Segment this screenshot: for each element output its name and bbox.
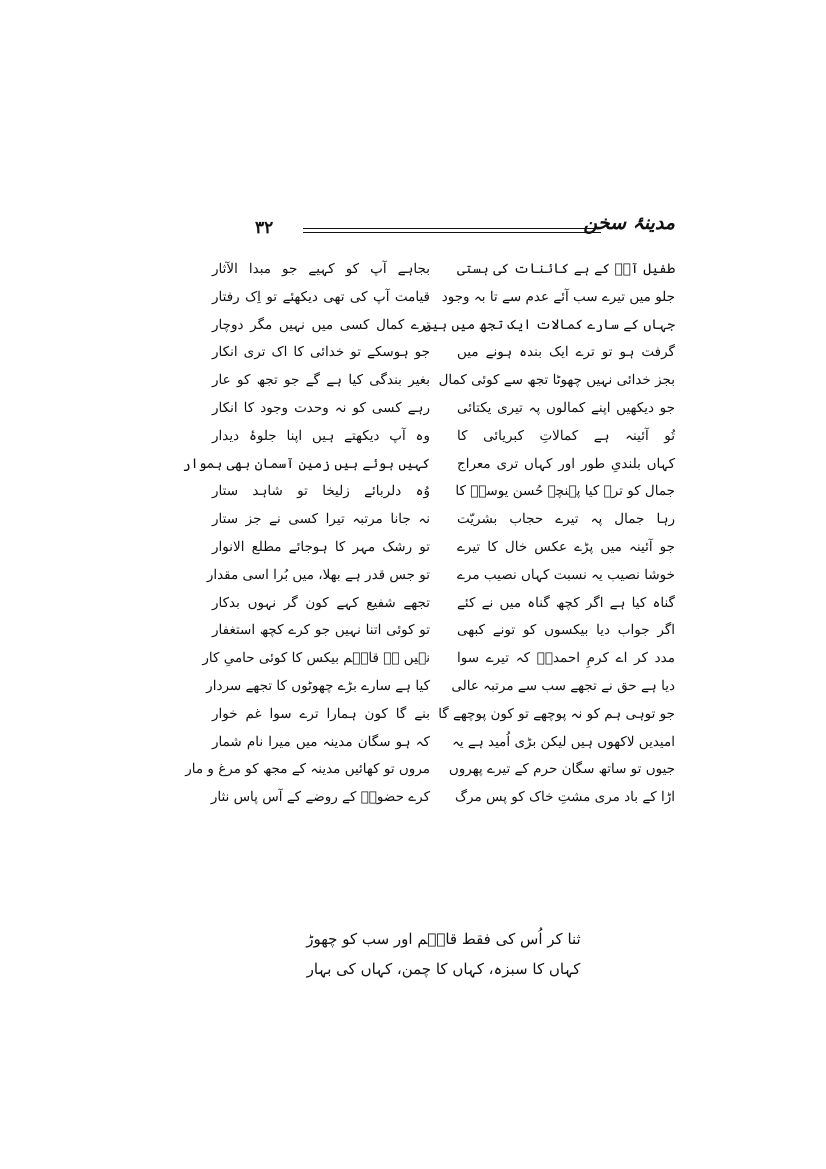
verse-line: وُہ دلربائے زلیخا تو شاہد ستار bbox=[212, 483, 430, 500]
page-number: ۳۲ bbox=[255, 218, 274, 238]
verse-line: کہاں بلندیِ طور اور کہاں تری معراج bbox=[457, 455, 675, 472]
verse-line: تُو آئینہ ہے کمالاتِ کبریائی کا bbox=[457, 427, 675, 444]
verse-line: بجاہے آپ کو کہیے جو مبدا الآثار bbox=[212, 261, 430, 277]
verse-line: رہے کسی کو نہ وحدت وجود کا انکار bbox=[212, 399, 430, 416]
verse-line: جو ہوسکے تو خدائی کا اک تری انکار bbox=[212, 344, 430, 361]
verse-line: کرے حضورؐ کے روضے کے آس پاس نثار bbox=[210, 789, 430, 806]
verse-line: جہاں کے سارے کمالات ایک تجھ میں ہیں bbox=[423, 316, 675, 333]
verse-line: خوشا نصیب یہ نسبت کہاں نصیب مرے bbox=[457, 566, 675, 583]
verse-line: نہ جانا مرتبہ تیرا کسی نے جز ستار bbox=[212, 511, 430, 528]
verse-line: دیا ہے حق نے تجھے سب سے مرتبہ عالی bbox=[451, 677, 675, 694]
page-header bbox=[255, 212, 675, 248]
running-title: مدینۂ سخن bbox=[583, 212, 675, 234]
closing-line: کہاں کا سبزہ، کہاں کا چمن، کہاں کی بہار bbox=[306, 960, 581, 978]
verse-line: رہا جمال پہ تیرے حجاب بشریّت bbox=[457, 511, 675, 528]
verse-line: مدد کر اے کرمِ احمدیؐ کہ تیرے سوا bbox=[457, 650, 675, 667]
header-double-rule bbox=[303, 228, 601, 236]
verse-line: کہ ہو سگان مدینہ میں میرا نام شمار bbox=[212, 733, 430, 750]
verse-line: نہیں ہے قاسؔم بیکس کا کوئی حامیِ کار bbox=[202, 650, 430, 667]
verse-line: جو آئینہ میں پڑے عکس خال کا تیرے bbox=[457, 538, 675, 555]
right-verse-column bbox=[423, 256, 675, 812]
verse-line: تو جس قدر ہے بھلا، میں بُرا اسی مقدار bbox=[206, 566, 430, 583]
closing-line: ثنا کر اُس کی فقط قاسؔم اور سب کو چھوڑ bbox=[306, 930, 581, 948]
verse-line: مروں تو کھائیں مدینہ کے مجھ کو مرغ و مار bbox=[185, 761, 430, 778]
verse-line: اڑا کے باد مری مشتِ خاک کو پس مرگ bbox=[454, 789, 675, 806]
verse-line: تجھے شفیع کہے کون گر نہوں بدکار bbox=[212, 594, 430, 611]
verse-line: وہ آپ دیکھتے ہیں اپنا جلوۂ دیدار bbox=[212, 427, 430, 444]
verse-line: بجز خدائی نہیں چھوٹا تجھ سے کوئی کمال bbox=[438, 372, 675, 389]
verse-line: ترے کمال کسی میں نہیں مگر دوچار bbox=[212, 316, 430, 333]
verse-line: اگر جواب دیا بیکسوں کو تونے کبھی bbox=[457, 622, 675, 639]
verse-line: جمال کو ترے کیا پہنچے حُسن یوسفؑ کا bbox=[455, 483, 675, 500]
verse-line: بنے گا کون ہمارا ترے سوا غم خوار bbox=[212, 705, 430, 722]
verse-line: تو رشک مہر کا ہوجائے مطلع الانوار bbox=[212, 538, 430, 555]
verse-line: کہیں ہوئے ہیں زمین آسمان بھی ہموار bbox=[182, 455, 430, 472]
verse-line: بغیر بندگی کیا ہے گے جو تجھ کو عار bbox=[212, 372, 430, 389]
verse-line: جیوں تو ساتھ سگان حرم کے تیرے پھروں bbox=[448, 761, 675, 778]
header-rule-top bbox=[303, 228, 601, 229]
verse-line: گرفت ہو تو ترے ایک بندہ ہونے میں bbox=[457, 344, 675, 361]
verse-line: امیدیں لاکھوں ہیں لیکن بڑی اُمید ہے یہ bbox=[451, 733, 675, 750]
verse-line: جو دیکھیں اپنے کمالوں پہ تیری یکتائی bbox=[457, 399, 675, 416]
header-rule-bottom bbox=[303, 232, 601, 233]
verse-line: طفیل آپؐ کے ہے کائنات کی ہستی bbox=[457, 261, 675, 277]
verse-line: کیا ہے سارے بڑے چھوٹوں کا تجھے سردار bbox=[206, 677, 430, 694]
verse-line: تو کوئی اتنا نہیں جو کرے کچھ استغفار bbox=[212, 622, 430, 639]
verse-line: جو توہی ہم کو نہ پوچھے تو کون پوچھے گا bbox=[438, 705, 675, 722]
verse-line: جلو میں تیرے سب آئے عدم سے تا بہ وجود bbox=[441, 288, 675, 305]
verse-line: گناہ کیا ہے اگر کچھ گناہ میں نے کئے bbox=[457, 594, 675, 611]
left-verse-column bbox=[182, 256, 430, 812]
closing-couplet bbox=[212, 924, 675, 984]
verse-line: قیامت آپ کی تھی دیکھئے تو اِک رفتار bbox=[212, 288, 430, 305]
